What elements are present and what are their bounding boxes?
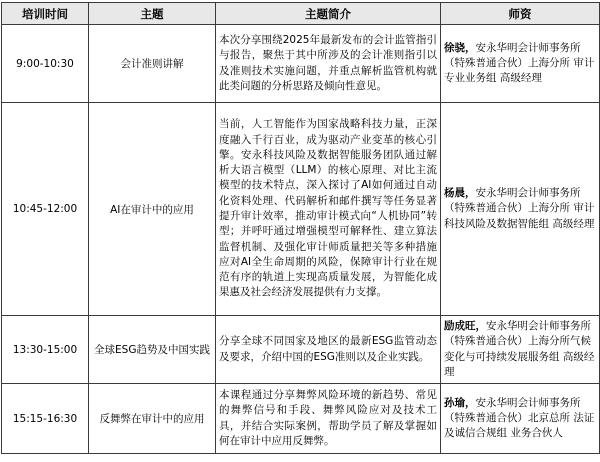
table-row [2,316,600,384]
header-row [2,3,600,25]
teacher-detail: 安永华明会计师事务所（特殊普通合伙）上海分所气候变化与可持续发展服务组 高级经理 [444,319,595,378]
session-teacher [441,25,600,103]
session-summary: 本课程通过分享舞弊风险环境的新趋势、常见的舞弊信号和手段、舞弊风险应对及技术工具，并结合实际案例，帮助学员了解及掌握如何在审计中应用反舞弊。 [216,384,441,454]
teacher-detail: 安永华明会计师事务所（特殊普通合伙）北京总所 法证及诚信合规组 业务合伙人 [444,396,595,440]
session-time: 13:30-15:00 [2,316,89,384]
table-row [2,25,600,103]
session-summary: 分享全球不同国家及地区的最新ESG监管动态及要求，介绍中国的ESG准则以及企业实践。 [216,316,441,384]
session-summary: 当前，人工智能作为国家战略科技力量，正深度融入千行百业，成为驱动产业变革的核心引擎。安永科技风险及数据智能服务团队通过解析大语言模型（LLM）的核心原理、对比主流模型的技术特点，深入探讨了AI如何通过自动化资料处理、代码解析和邮件撰写等任务显著提升审计效率，推动审计模式向“人机协同”转型；并呼吁通过增强模型可解释性、建立算法监督机制、及强化审计师质量把关等多种措施应对AI全生命周期的风险，保障审计行业在规范有序的轨道上实现高质量发展，为智能化成果惠及社会经济发展提供有力支撑。 [216,103,441,316]
session-teacher [441,384,600,454]
session-time: 9:00-10:30 [2,25,89,103]
session-time: 15:15-16:30 [2,384,89,454]
session-topic: 全球ESG趋势及中国实践 [89,316,216,384]
teacher-detail: 安永华明会计师事务所（特殊普通合伙）上海分所 审计专业业务组 高级经理 [444,41,595,85]
header-teacher: 师资 [441,3,600,25]
table-row [2,103,600,316]
teacher-name: 徐骁， [444,41,476,54]
training-schedule-table [1,2,600,454]
session-teacher [441,316,600,384]
teacher-name: 励成旺， [444,319,486,332]
session-topic: 会计准则讲解 [89,25,216,103]
session-topic: 反舞弊在审计中的应用 [89,384,216,454]
session-topic: AI在审计中的应用 [89,103,216,316]
header-topic: 主题 [89,3,216,25]
session-summary: 本次分享围绕2025年最新发布的会计监管指引与报告，聚焦于其中所涉及的会计准则指引以及准则技术实施问题，并重点解析监管机构就此类问题的分析思路及倾向性意见。 [216,25,441,103]
session-teacher [441,103,600,316]
teacher-name: 杨晨， [444,187,476,200]
table-row [2,384,600,454]
header-time: 培训时间 [2,3,89,25]
session-time: 10:45-12:00 [2,103,89,316]
teacher-detail: 安永华明会计师事务所（特殊普通合伙）上海分所 审计科技风险及数据智能组 高级经理 [444,187,595,230]
header-summary: 主题简介 [216,3,441,25]
teacher-name: 孙瑜， [444,396,476,409]
